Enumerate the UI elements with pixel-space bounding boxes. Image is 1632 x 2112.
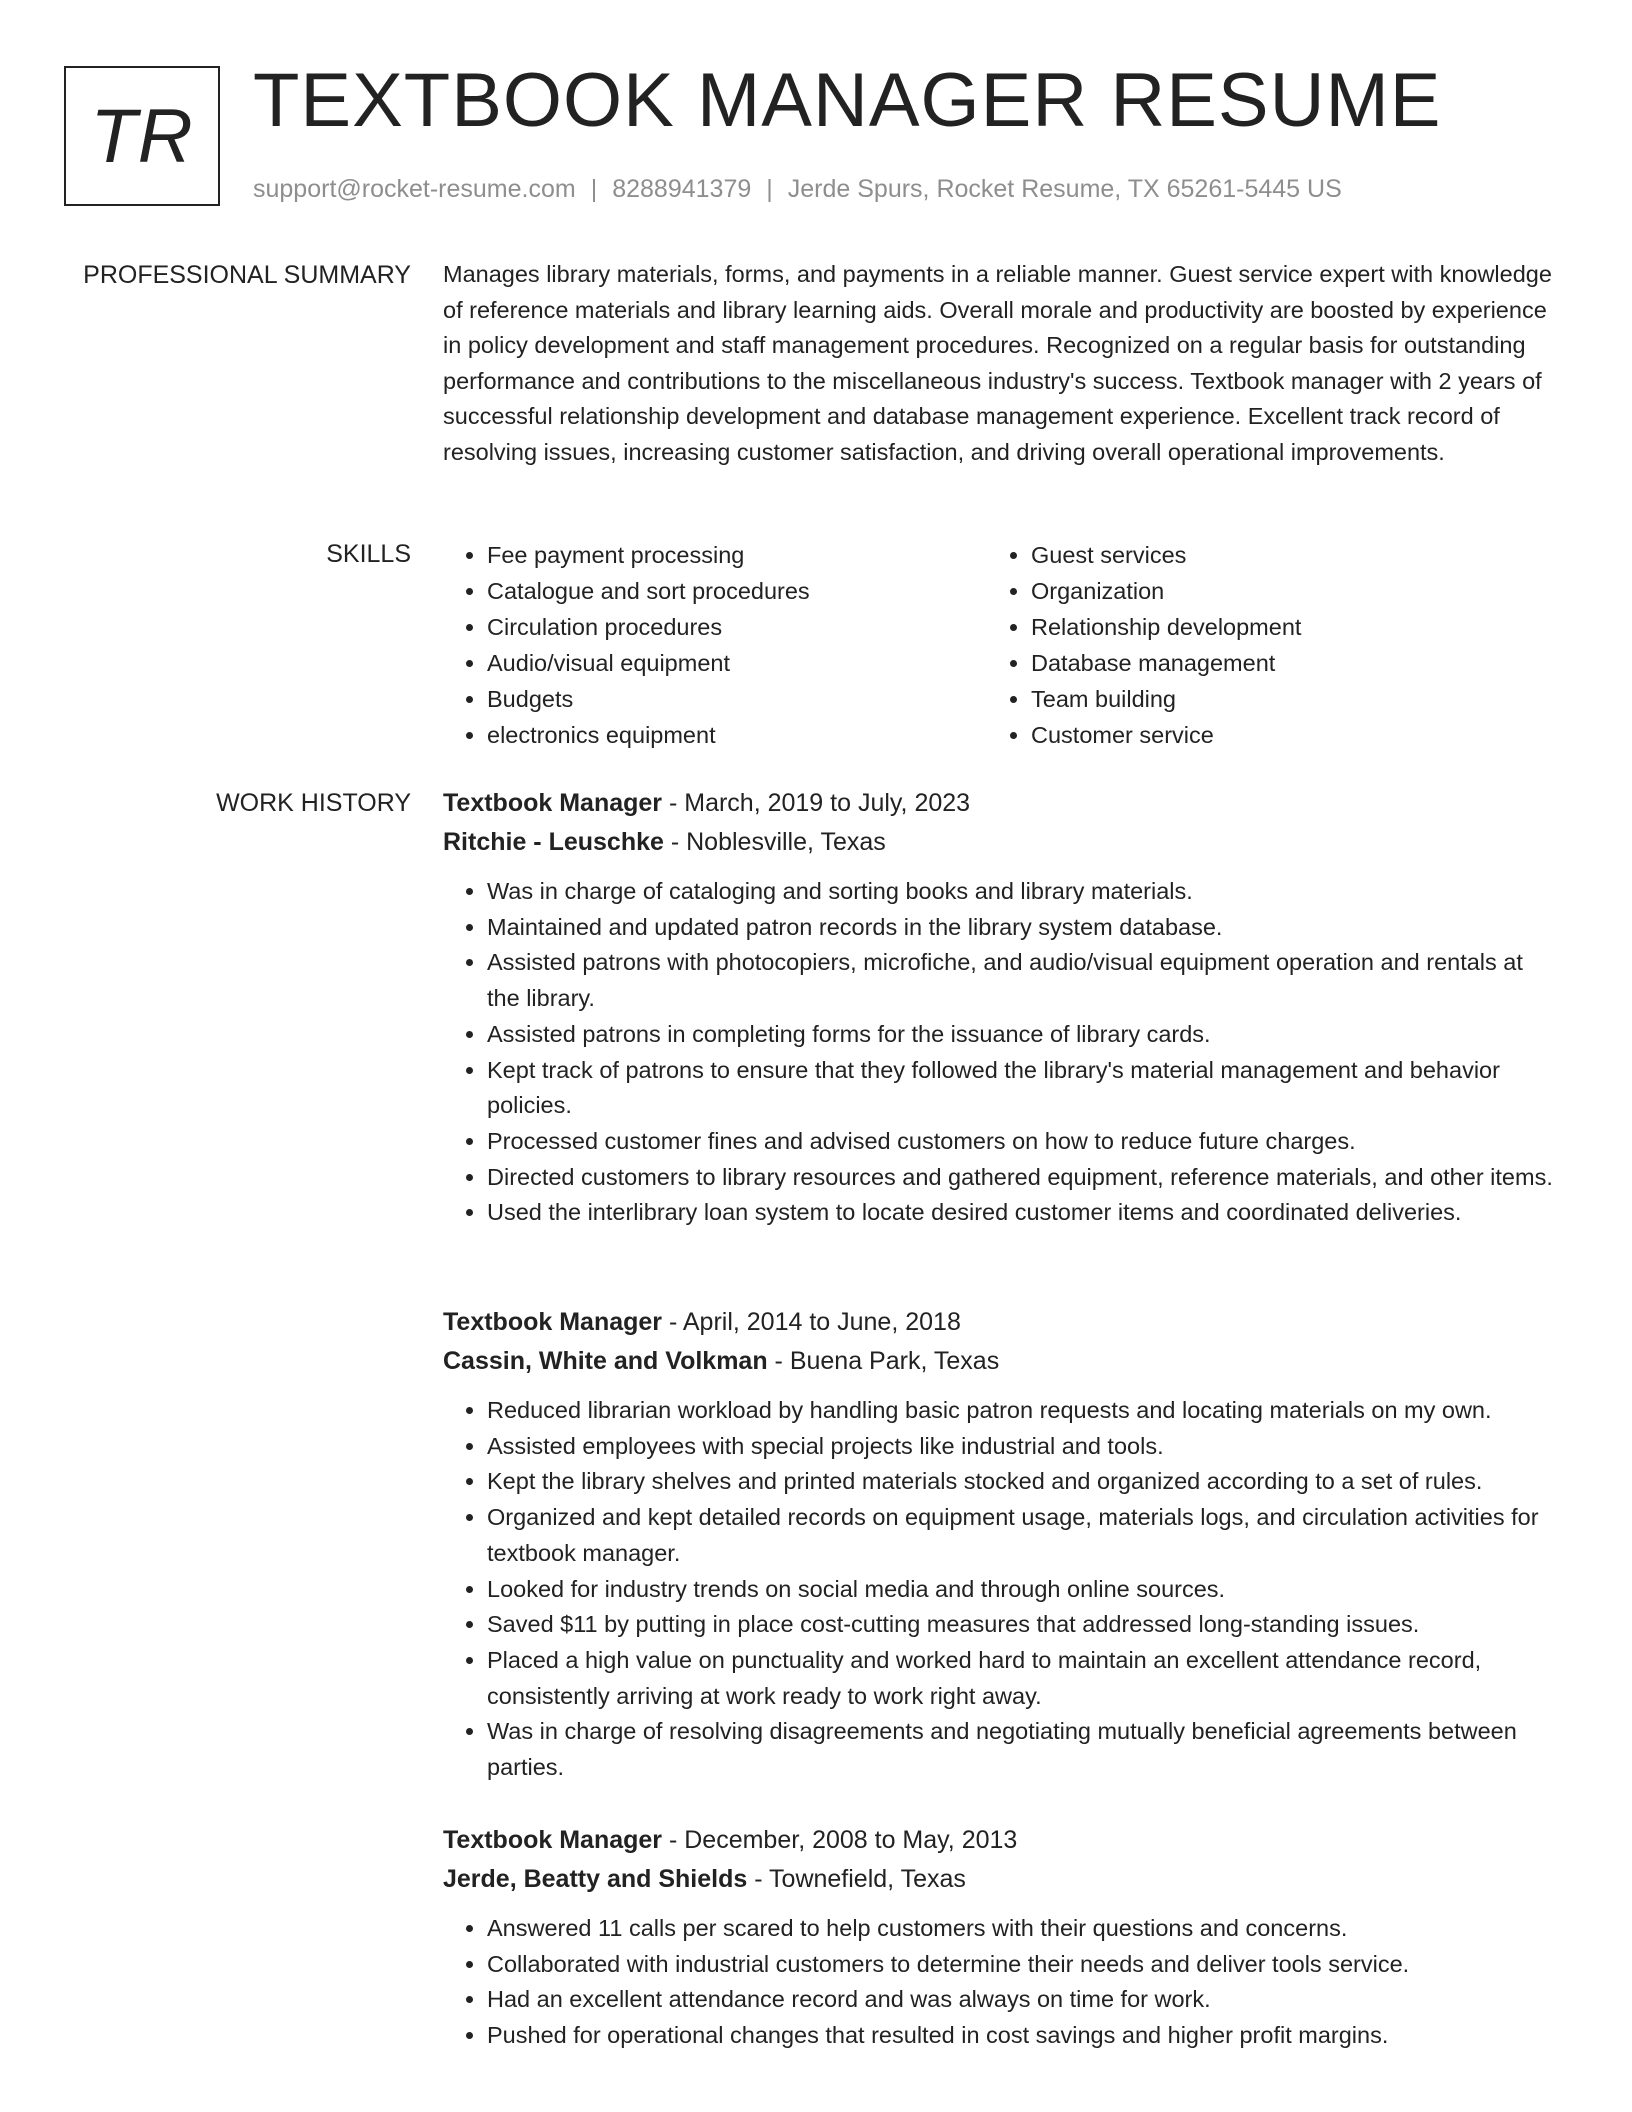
job-title: Textbook Manager: [443, 1826, 663, 1854]
skill-item: • Customer service: [1031, 717, 1531, 753]
job-company: Ritchie - Leuschke: [443, 828, 664, 856]
job-dates: - April, 2014 to June, 2018: [662, 1308, 961, 1336]
job-bullet: • Answered 11 calls per scared to help customers with their questions and concerns.: [487, 1911, 1555, 1947]
job-title-line: [443, 784, 1555, 823]
job-bullet: • Organized and kept detailed records on equipment usage, materials logs, and circulation activities for textbook manager.: [487, 1500, 1555, 1571]
job-bullet: • Reduced librarian workload by handling basic patron requests and locating materials on my own.: [487, 1393, 1555, 1429]
job-title: Textbook Manager: [443, 789, 663, 817]
job-bullet: • Had an excellent attendance record and was always on time for work.: [487, 1982, 1555, 2018]
skills-list-left: [443, 537, 987, 753]
job-bullet-list: [443, 874, 1555, 1231]
job-location: - Townefield, Texas: [747, 1865, 966, 1893]
skills-section: [443, 537, 1555, 753]
skill-item: • Fee payment processing: [487, 537, 987, 573]
job-location: - Noblesville, Texas: [663, 828, 886, 856]
job-bullet: • Maintained and updated patron records in the library system database.: [487, 910, 1555, 946]
job-bullet: • Directed customers to library resources and gathered equipment, reference materials, and other items.: [487, 1160, 1555, 1196]
job-title: Textbook Manager: [443, 1308, 663, 1336]
skill-item: • electronics equipment: [487, 717, 987, 753]
job-company: Jerde, Beatty and Shields: [443, 1865, 748, 1893]
resume-title: TEXTBOOK MANAGER RESUME: [253, 58, 1442, 143]
job-entry: [443, 1821, 1555, 2054]
job-bullet: • Saved $11 by putting in place cost-cutting measures that addressed long-standing issues.: [487, 1607, 1555, 1643]
contact-separator: |: [590, 175, 598, 203]
job-title-line: [443, 1821, 1555, 1860]
summary-text: Manages library materials, forms, and payments in a reliable manner. Guest service expert with knowledge of reference materials and library learning aids. Overall morale and productivity are boosted by experience in policy development and staff management procedures. Recognized on a regular basis for outstanding performance and contributions to the miscellaneous industry's success. Textbook manager with 2 years of successful relationship development and database management experience. Excellent track record of resolving issues, increasing customer satisfaction, and driving overall operational improvements.: [443, 261, 1552, 465]
monogram-logo: TR: [64, 66, 220, 206]
contact-email: support@rocket-resume.com: [253, 175, 576, 203]
contact-address: Jerde Spurs, Rocket Resume, TX 65261-5445 US: [787, 175, 1342, 203]
job-entry: [443, 1303, 1555, 1786]
job-bullet: • Assisted patrons in completing forms for the issuance of library cards.: [487, 1017, 1555, 1053]
work-history-heading: WORK HISTORY: [216, 789, 411, 817]
summary-section: [443, 257, 1555, 471]
skill-item: • Organization: [1031, 573, 1531, 609]
skill-item: • Budgets: [487, 681, 987, 717]
job-bullet: • Looked for industry trends on social media and through online sources.: [487, 1572, 1555, 1608]
skills-heading: SKILLS: [326, 540, 411, 568]
job-dates: - March, 2019 to July, 2023: [662, 789, 971, 817]
skill-item: • Circulation procedures: [487, 609, 987, 645]
job-company-line: [443, 823, 1555, 862]
contact-separator: |: [766, 175, 773, 203]
skill-item: • Database management: [1031, 645, 1531, 681]
job-company-line: [443, 1860, 1555, 1899]
job-dates: - December, 2008 to May, 2013: [662, 1826, 1018, 1854]
skills-list-right: [987, 537, 1531, 753]
summary-heading: PROFESSIONAL SUMMARY: [83, 261, 411, 289]
skill-item: • Catalogue and sort procedures: [487, 573, 987, 609]
job-bullet-list: [443, 1911, 1555, 2054]
job-bullet-list: [443, 1393, 1555, 1786]
job-bullet: • Placed a high value on punctuality and worked hard to maintain an excellent attendance record, consistently arriving at work ready to work right away.: [487, 1643, 1555, 1714]
job-entry: [443, 784, 1555, 1231]
job-bullet: • Was in charge of cataloging and sorting books and library materials.: [487, 874, 1555, 910]
job-bullet: • Collaborated with industrial customers to determine their needs and deliver tools service.: [487, 1947, 1555, 1983]
job-bullet: • Was in charge of resolving disagreements and negotiating mutually beneficial agreements between parties.: [487, 1714, 1555, 1785]
job-bullet: • Processed customer fines and advised customers on how to reduce future charges.: [487, 1124, 1555, 1160]
contact-line: [253, 172, 1342, 206]
job-company-line: [443, 1342, 1555, 1381]
job-bullet: • Assisted patrons with photocopiers, microfiche, and audio/visual equipment operation and rentals at the library.: [487, 945, 1555, 1016]
job-company: Cassin, White and Volkman: [443, 1347, 768, 1375]
job-bullet: • Used the interlibrary loan system to locate desired customer items and coordinated deliveries.: [487, 1195, 1555, 1231]
job-bullet: • Kept track of patrons to ensure that they followed the library's material management and behavior policies.: [487, 1053, 1555, 1124]
job-bullet: • Assisted employees with special projects like industrial and tools.: [487, 1429, 1555, 1465]
contact-phone: 8288941379: [612, 175, 752, 203]
job-bullet: • Kept the library shelves and printed materials stocked and organized according to a set of rules.: [487, 1464, 1555, 1500]
skill-item: • Guest services: [1031, 537, 1531, 573]
skill-item: • Audio/visual equipment: [487, 645, 987, 681]
skill-item: • Team building: [1031, 681, 1531, 717]
job-title-line: [443, 1303, 1555, 1342]
skill-item: • Relationship development: [1031, 609, 1531, 645]
job-bullet: • Pushed for operational changes that resulted in cost savings and higher profit margins.: [487, 2018, 1555, 2054]
job-location: - Buena Park, Texas: [767, 1347, 1000, 1375]
